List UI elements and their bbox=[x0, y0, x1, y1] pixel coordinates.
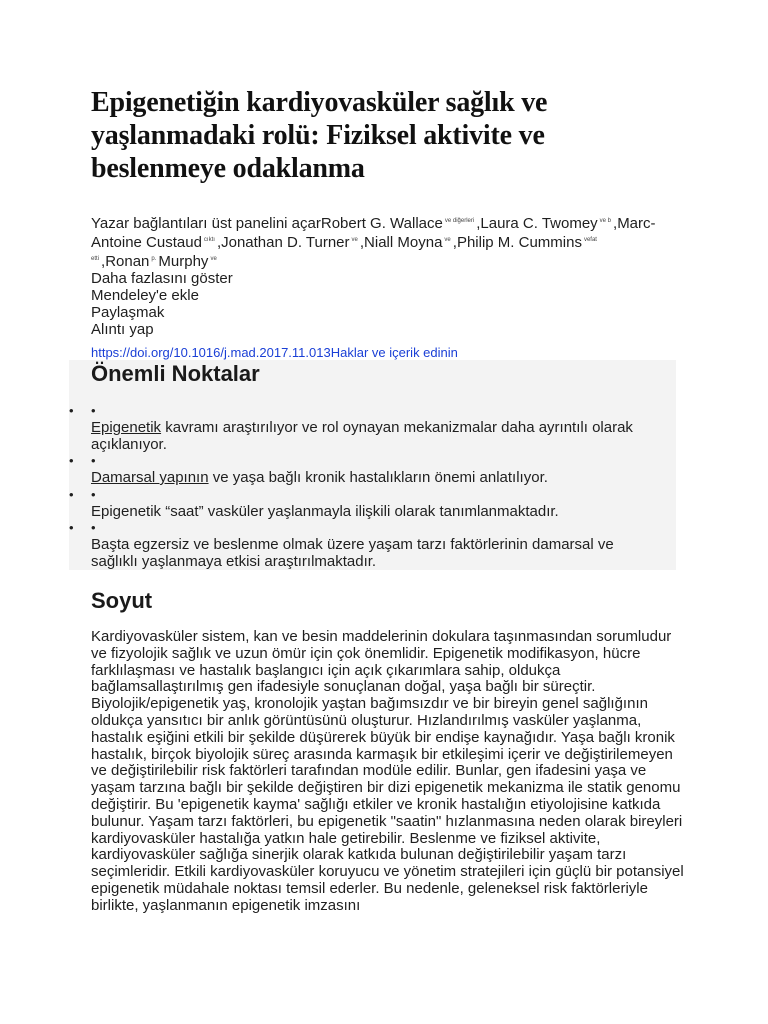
doi-link[interactable]: https://doi.org/10.1016/j.mad.2017.11.013 bbox=[91, 345, 331, 360]
bullet-icon: • bbox=[91, 453, 96, 468]
author-link[interactable]: Marc-Antoine Custaud bbox=[91, 215, 656, 251]
abstract-title: Soyut bbox=[91, 588, 153, 613]
author-affiliation: vefat etti bbox=[91, 237, 597, 262]
rights-link[interactable]: Haklar ve içerik edinin bbox=[330, 345, 458, 360]
author-link[interactable]: Laura C. Twomey bbox=[480, 215, 598, 232]
share-button[interactable]: Paylaşmak bbox=[91, 304, 165, 321]
cite-button[interactable]: Alıntı yap bbox=[91, 321, 154, 338]
abstract-text: Kardiyovasküler sistem, kan ve besin maddelerinin dokulara taşınmasından sorumludur ve fizyolojik sağlık ve uzun ömür için çok önemlidir. Epigenetik modifikasyon, hücre farklılaşması ve hastalık başlangıcı için açık çıkarımlara sahip, oldukça bağlamsallaştırılmış gen ifadesiyle sonuçlanan doğal, yaşa bağlı bir süreçtir. Biyolojik/epigenetik yaş, kronolojik yaştan bağımsızdır ve bir bireyin genel sağlığının oldukça yansıtıcı bir anlık görüntüsünü oluşturur. Hızlandırılmış vasküler yaşlanma, hastalık eşiğini etkili bir şekilde düşürerek büyük bir endişe kaynağıdır. Yaşa bağlı kronik hastalık, birçok biyolojik süreç arasında karmaşık bir etkileşimi içerir ve değiştirilemeyen ve değiştirilebilir risk faktörleri tarafından modüle edilir. Bunlar, gen ifadesini yaşa ve yaşam tarzına bağlı bir şekilde değiştiren bir dizi epigenetik mekanizma ile statik genomu değiştirir. Bu 'epigenetik kayma' sağlığı etkiler ve kronik hastalığın etiyolojisine katkıda bulunur. Yaşam tarzı faktörleri, bu epigenetik "saatin" hızlanmasına neden olarak bireyleri kardiyovasküler hastalığa yatkın hale getirebilir. Beslenme ve fiziksel aktivite, kardiyovasküler sağlığa sinerjik olarak katkıda bulunan değiştirilebilir yaşam tarzı seçimleridir. Etkili kardiyovasküler koruyucu ve yönetim stratejileri için güçlü bir potansiyel epigenetik müdahale noktası temsil ederler. Bu nedenle, geleneksel risk faktörleriyle birlikte, yaşlanmanın epigenetik imzasını bbox=[91, 628, 684, 914]
article-header bbox=[91, 86, 681, 361]
author-list: Yazar bağlantıları üst panelini açarRobert G. Wallace $^{ve diğerleri}$ ,Laura C. Twomey $^{ve b}$ ,Marc-Antoine Custaud $^{cıktı}$ ,Jonathan D. Turner $^{ve}$ ,Niall Moyna $^{ve}$ ,Philip M. Cummins $^{vefat etti}$ ,Ronan $^{p.}$ Murphy $^{ve}$ bbox=[91, 215, 656, 270]
bullet-icon: • bbox=[91, 487, 96, 502]
author-panel-toggle[interactable]: Yazar bağlantıları üst panelini açar bbox=[91, 215, 321, 232]
author-affiliation: ve diğerleri bbox=[444, 218, 475, 224]
author-link[interactable]: Philip M. Cummins bbox=[456, 234, 582, 251]
author-link[interactable]: Murphy bbox=[158, 253, 209, 270]
bullet-icon: • bbox=[91, 403, 96, 418]
highlight-text bbox=[91, 469, 661, 486]
bullet-icon: • bbox=[69, 487, 74, 502]
show-more-button[interactable]: Daha fazlasını göster bbox=[91, 270, 233, 287]
bullet-icon: • bbox=[69, 520, 74, 535]
highlight-sentence: ve yaşa bağlı kronik hastalıkların önemi anlatılıyor. bbox=[208, 469, 548, 486]
author-affiliation: ve bbox=[210, 256, 217, 262]
author-link[interactable]: Jonathan D. Turner bbox=[221, 234, 350, 251]
author-link[interactable]: Ronan bbox=[105, 253, 150, 270]
highlights-title: Önemli Noktalar bbox=[91, 361, 260, 386]
author-link[interactable]: Niall Moyna bbox=[364, 234, 443, 251]
highlight-text: Başta egzersiz ve beslenme olmak üzere yaşam tarzı faktörlerinin damarsal ve sağlıklı yaşlanmaya etkisi araştırılmaktadır. bbox=[91, 536, 614, 570]
doi-line bbox=[91, 345, 681, 361]
article-title: Epigenetiğin kardiyovasküler sağlık ve yaşlanmadaki rolü: Fiziksel aktivite ve beslenmeye odaklanma bbox=[91, 87, 548, 184]
author-affiliation: p. bbox=[151, 256, 157, 262]
mendeley-button[interactable]: Mendeley'e ekle bbox=[91, 287, 199, 304]
highlight-text: Epigenetik “saat” vasküler yaşlanmayla ilişkili olarak tanımlanmaktadır. bbox=[91, 503, 559, 520]
highlights-panel bbox=[69, 360, 676, 570]
author-affiliation: ve bbox=[351, 237, 358, 243]
highlight-sentence: kavramı araştırılıyor ve rol oynayan mekanizmalar daha ayrıntılı olarak açıklanıyor. bbox=[91, 419, 633, 453]
author-affiliation: ve b bbox=[599, 218, 612, 224]
bullet-icon: • bbox=[69, 403, 74, 418]
epigenetik-link[interactable]: Epigenetik bbox=[91, 419, 162, 436]
damarsal-yapi-link[interactable]: Damarsal yapının bbox=[91, 469, 209, 486]
author-affiliation: cıktı bbox=[203, 237, 215, 243]
author-affiliation: ve bbox=[444, 237, 451, 243]
author-link[interactable]: Robert G. Wallace bbox=[320, 215, 443, 232]
highlight-text bbox=[91, 419, 661, 453]
bullet-icon: • bbox=[91, 520, 96, 535]
bullet-icon: • bbox=[69, 453, 74, 468]
